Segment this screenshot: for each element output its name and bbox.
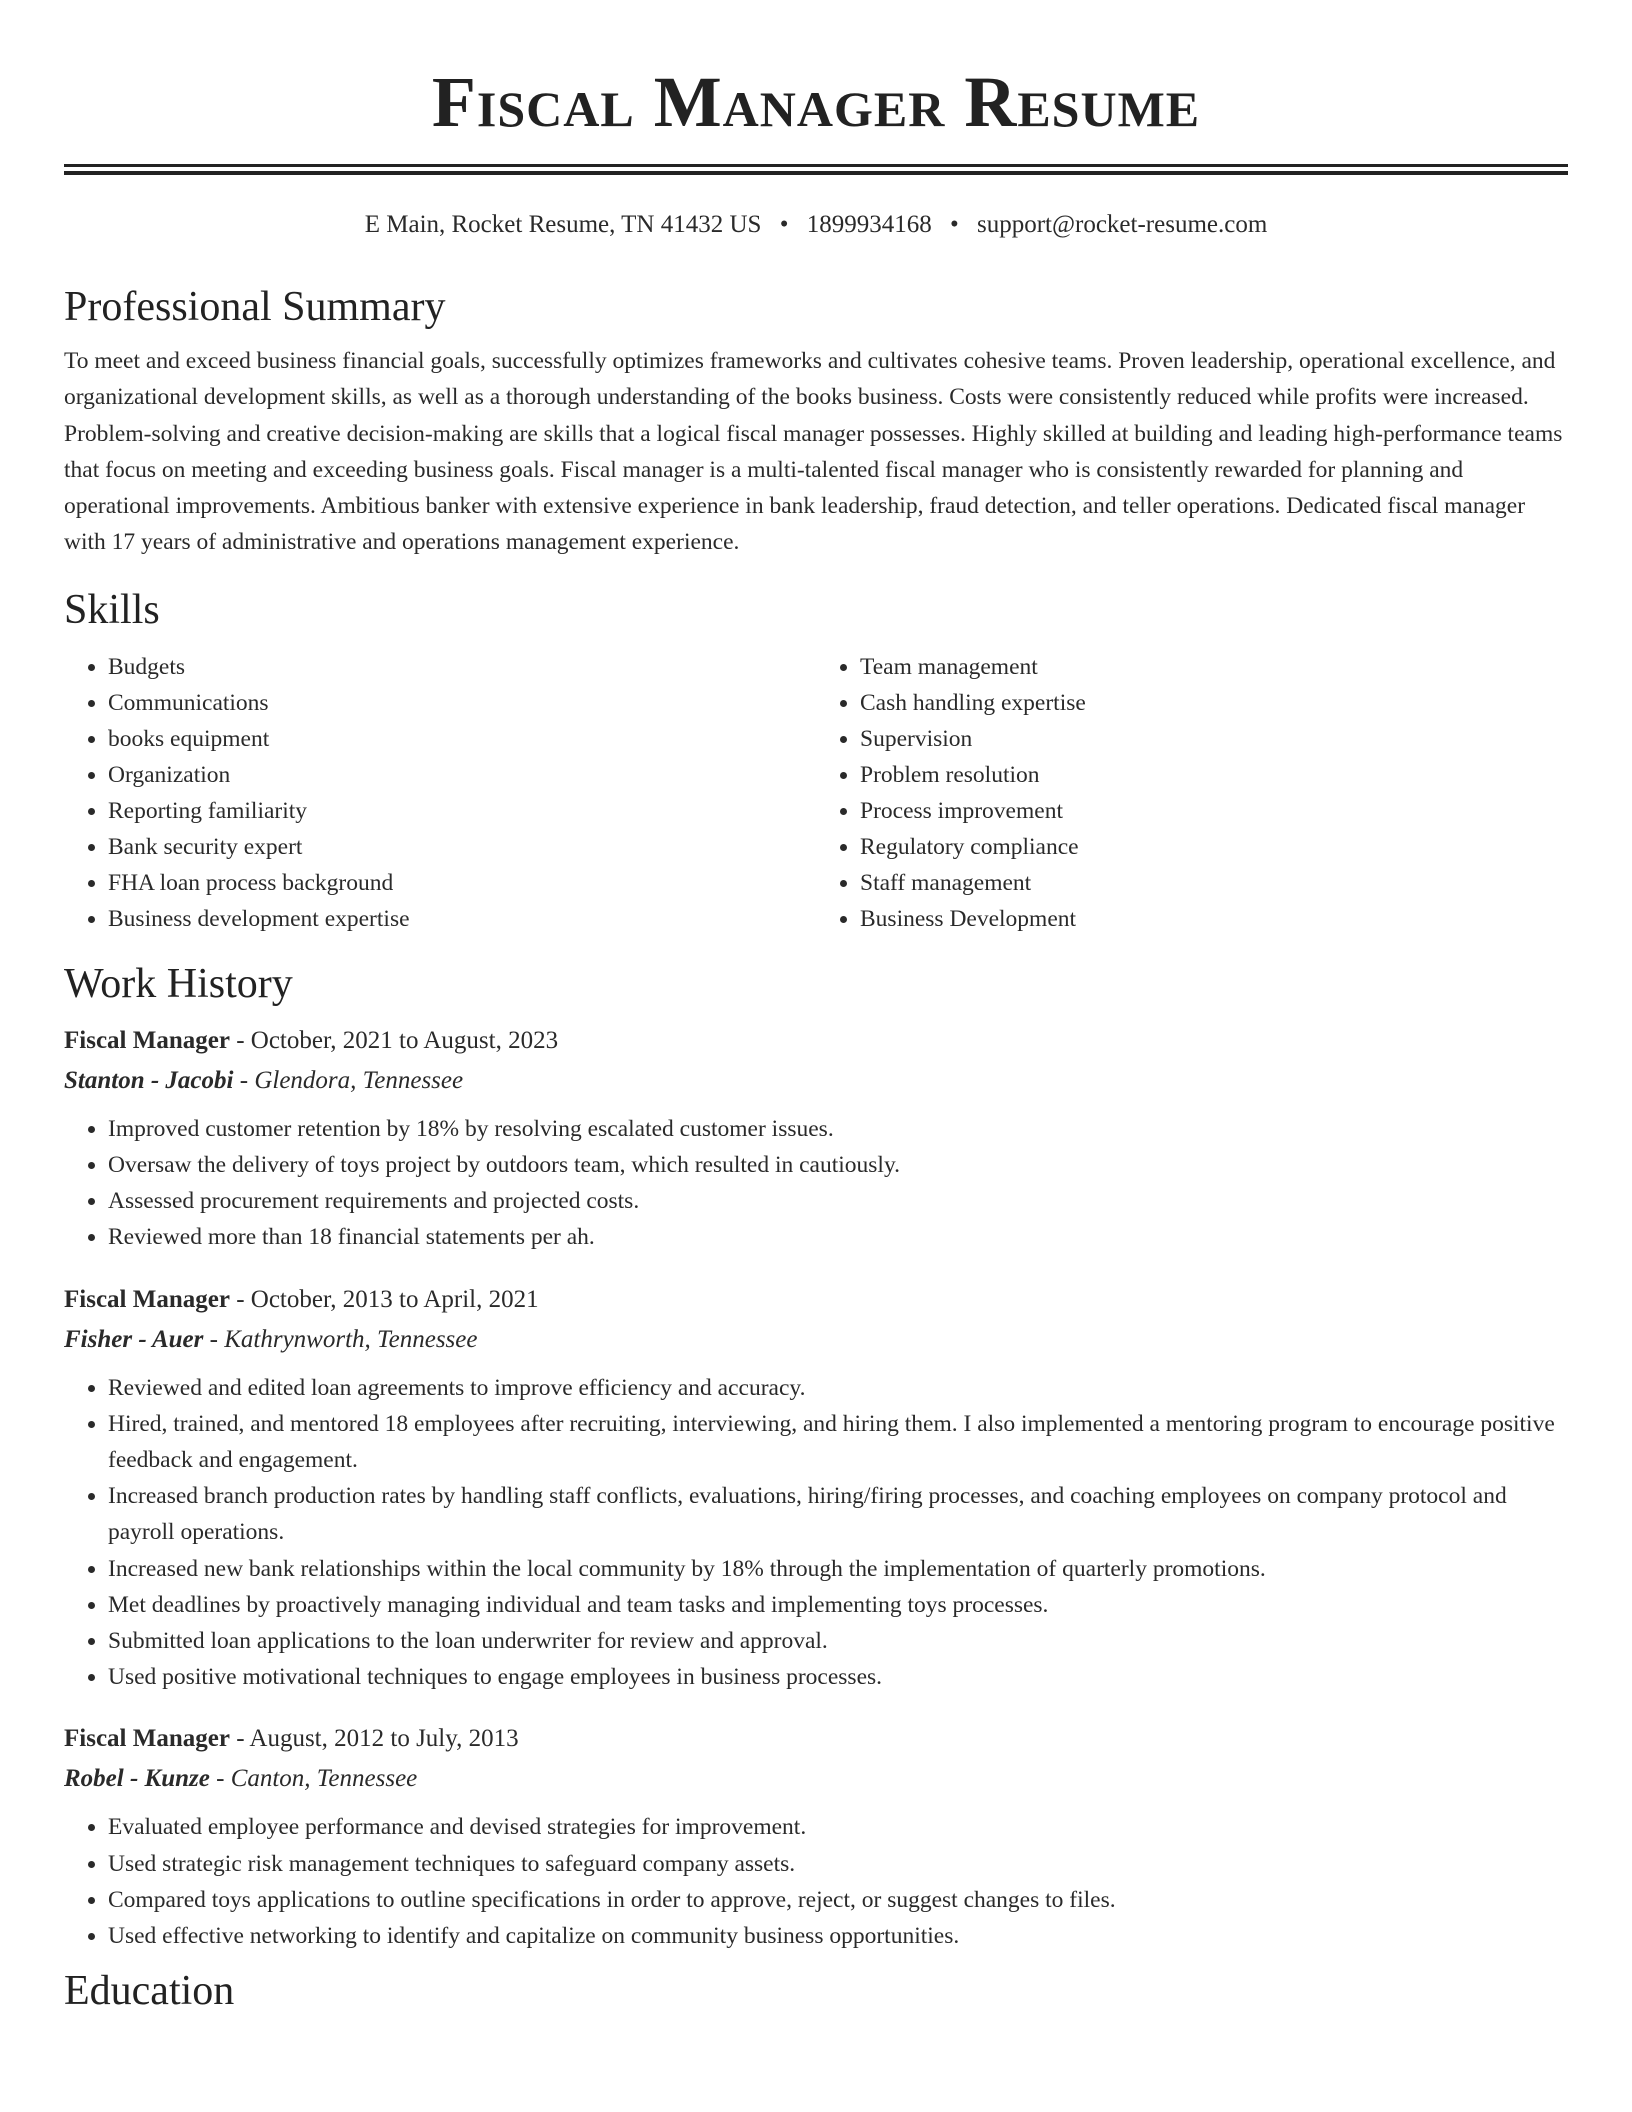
- contact-phone: 1899934168: [806, 211, 932, 238]
- skill-item: • Process improvement: [860, 793, 1568, 829]
- job-entry: [64, 1280, 1568, 1696]
- skill-item: • Regulatory compliance: [860, 829, 1568, 865]
- duty-item: • Evaluated employee performance and devised strategies for improvement.: [108, 1809, 1568, 1845]
- skill-item: • Organization: [108, 757, 816, 793]
- duty-item: • Reviewed and edited loan agreements to improve efficiency and accuracy.: [108, 1370, 1568, 1406]
- summary-heading: Professional Summary: [64, 284, 446, 330]
- title-divider: [64, 164, 1568, 175]
- job-company: Fisher - Auer: [64, 1325, 204, 1353]
- job-duties: [64, 1370, 1568, 1696]
- duty-item: • Submitted loan applications to the loan underwriter for review and approval.: [108, 1623, 1568, 1659]
- skill-item: • Bank security expert: [108, 829, 816, 865]
- job-duties: [64, 1111, 1568, 1256]
- skill-item: • FHA loan process background: [108, 865, 816, 901]
- job-dates: October, 2013 to April, 2021: [250, 1285, 539, 1313]
- duty-item: • Used strategic risk management techniques to safeguard company assets.: [108, 1846, 1568, 1882]
- work-history-heading: Work History: [64, 960, 293, 1007]
- duty-item: • Increased branch production rates by handling staff conflicts, evaluations, hiring/firing processes, and coaching employees on company protocol and payroll operations.: [108, 1478, 1568, 1550]
- job-company: Stanton - Jacobi: [64, 1066, 234, 1094]
- skill-item: • Communications: [108, 685, 816, 721]
- contact-email: support@rocket-resume.com: [976, 211, 1268, 238]
- job-employer: Robel - Kunze - Canton, Tennessee: [64, 1765, 418, 1793]
- duty-item: • Used positive motivational techniques to engage employees in business processes.: [108, 1659, 1568, 1695]
- skills-list-right: [816, 649, 1568, 937]
- resume-page: [64, 0, 1568, 2016]
- skill-item: • Reporting familiarity: [108, 793, 816, 829]
- job-entry: [64, 1719, 1568, 1954]
- job-header: Fiscal Manager - August, 2012 to July, 2013: [64, 1725, 519, 1753]
- job-duties: [64, 1809, 1568, 1954]
- duty-item: • Hired, trained, and mentored 18 employees after recruiting, interviewing, and hiring them. I also implemented a mentoring program to encourage positive feedback and engagement.: [108, 1406, 1568, 1478]
- job-title: Fiscal Manager: [64, 1285, 230, 1313]
- summary-text: To meet and exceed business financial goals, successfully optimizes frameworks and cultivates cohesive teams. Proven leadership, operational excellence, and organizational development skills, as well as a thorough understanding of the books business. Costs were consistently reduced while profits were increased. Problem-solving and creative decision-making are skills that a logical fiscal manager possesses. Highly skilled at building and leading high-performance teams that focus on meeting and exceeding business goals. Fiscal manager is a multi-talented fiscal manager who is consistently rewarded for planning and operational improvements. Ambitious banker with extensive experience in bank leadership, fraud detection, and teller operations. Dedicated fiscal manager with 17 years of administrative and operations management experience.: [64, 348, 1563, 556]
- duty-item: • Compared toys applications to outline specifications in order to approve, reject, or suggest changes to files.: [108, 1882, 1568, 1918]
- skill-item: • Problem resolution: [860, 757, 1568, 793]
- job-location: Glendora, Tennessee: [254, 1066, 464, 1094]
- skills-heading: Skills: [64, 586, 160, 633]
- duty-item: • Increased new bank relationships within the local community by 18% through the implementation of quarterly promotions.: [108, 1551, 1568, 1587]
- skill-item: • Team management: [860, 649, 1568, 685]
- job-header: Fiscal Manager - October, 2013 to April, 2021: [64, 1285, 539, 1313]
- contact-separator: •: [949, 211, 959, 238]
- job-title: Fiscal Manager: [64, 1725, 230, 1753]
- duty-item: • Improved customer retention by 18% by resolving escalated customer issues.: [108, 1111, 1568, 1147]
- duty-item: • Assessed procurement requirements and projected costs.: [108, 1183, 1568, 1219]
- job-dates: August, 2012 to July, 2013: [249, 1725, 519, 1753]
- job-employer: Stanton - Jacobi - Glendora, Tennessee: [64, 1066, 464, 1094]
- job-dates: October, 2021 to August, 2023: [250, 1026, 559, 1054]
- job-location: Canton, Tennessee: [230, 1765, 418, 1793]
- job-location: Kathrynworth, Tennessee: [224, 1325, 478, 1353]
- duty-item: • Oversaw the delivery of toys project by outdoors team, which resulted in cautiously.: [108, 1147, 1568, 1183]
- skill-item: • Business Development: [860, 901, 1568, 937]
- skill-item: • books equipment: [108, 721, 816, 757]
- skills-list-left: [64, 649, 816, 937]
- skill-item: • Business development expertise: [108, 901, 816, 937]
- job-header: Fiscal Manager - October, 2021 to August, 2023: [64, 1026, 559, 1054]
- duty-item: • Reviewed more than 18 financial statements per ah.: [108, 1219, 1568, 1255]
- job-employer: Fisher - Auer - Kathrynworth, Tennessee: [64, 1325, 478, 1353]
- contact-line: [64, 208, 1568, 242]
- contact-separator: •: [779, 211, 789, 238]
- skill-item: • Budgets: [108, 649, 816, 685]
- contact-address: E Main, Rocket Resume, TN 41432 US: [364, 211, 762, 238]
- duty-item: • Used effective networking to identify and capitalize on community business opportunities.: [108, 1918, 1568, 1954]
- education-heading: Education: [64, 1968, 235, 2015]
- duty-item: • Met deadlines by proactively managing individual and team tasks and implementing toys processes.: [108, 1587, 1568, 1623]
- skill-item: • Staff management: [860, 865, 1568, 901]
- skill-item: • Supervision: [860, 721, 1568, 757]
- skill-item: • Cash handling expertise: [860, 685, 1568, 721]
- job-entry: [64, 1021, 1568, 1256]
- skills-grid: [64, 649, 1568, 937]
- job-company: Robel - Kunze: [64, 1765, 210, 1793]
- resume-title: Fiscal Manager Resume: [431, 62, 1201, 142]
- job-title: Fiscal Manager: [64, 1026, 230, 1054]
